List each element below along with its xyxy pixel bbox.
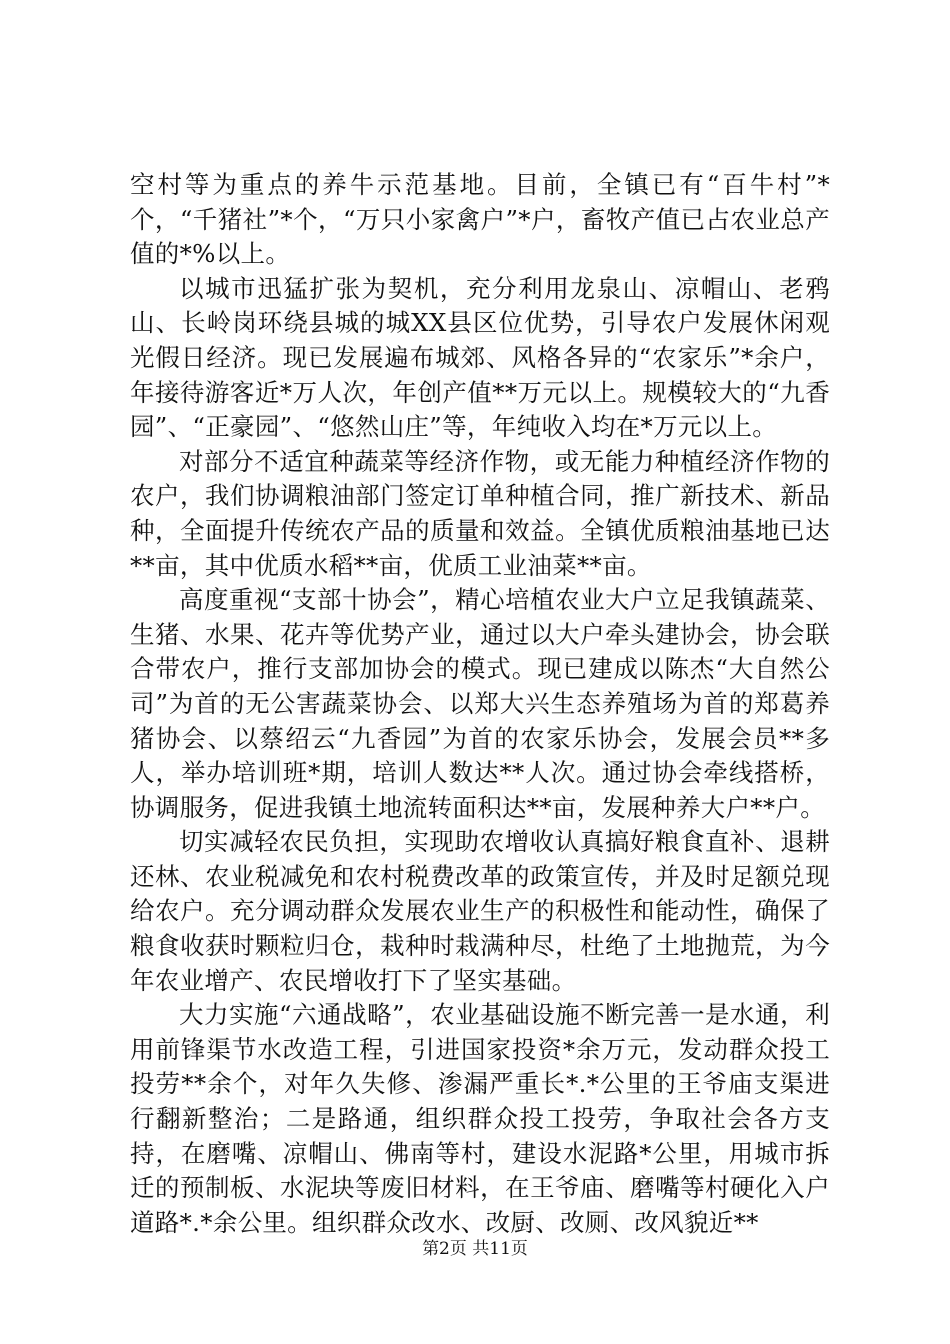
paragraph-branch-association: 高度重视“支部十协会”，精心培植农业大户立足我镇蔬菜、生猪、水果、花卉等优势产业，通过以大户牵头建协会，协会联合带农户，推行支部加协会的模式。现已建成以陈杰“大自然公司”为首的无公害蔬菜协会、以郑大兴生态养殖场为首的郑葛养猪协会、以蔡绍云“九香园”为首的农家乐协会，发展会员**多人，举办培训班*期，培训人数达**人次。通过协会牵线搭桥，协调服务，促进我镇土地流转面积达**亩，发展种养大户**户。 [130,585,831,822]
paragraph-continuation: 空村等为重点的养牛示范基地。目前，全镇已有“百牛村”*个，“千猪社”*个，“万只小家禽户”*户，畜牧产值已占农业总产值的*%以上。 [130,170,830,269]
paragraph-reduce-burden: 切实减轻农民负担，实现助农增收认真搞好粮食直补、退耕还林、农业税减免和农村税费改革的政策宣传，并及时足额兑现给农户。充分调动群众发展农业生产的积极性和能动性，确保了粮食收获时颗粒归仓，栽种时栽满种尽，杜绝了土地抛荒，为今年农业增产、农民增收打下了坚实基础。 [130,827,830,995]
paragraph-leisure-tourism: 以城市迅猛扩张为契机，充分利用龙泉山、凉帽山、老鸦山、长岭岗环绕县城的城XX县区位优势，引导农户发展休闲观光假日经济。现已发展遍布城郊、风格各异的“农家乐”*余户，年接待游客近*万人次，年创产值**万元以上。规模较大的“九香园”、“正豪园”、“悠然山庄”等，年纯收入均在*万元以上。 [130,273,830,442]
page-number-footer: 第2页 共11页 [422,1239,528,1259]
paragraph-grain-oil: 对部分不适宜种蔬菜等经济作物，或无能力种植经济作物的农户，我们协调粮油部门签定订单种植合同，推广新技术、新品种，全面提升传统农产品的质量和效益。全镇优质粮油基地已达**亩，其中优质水稻**亩，优质工业油菜**亩。 [130,446,830,580]
document-body [130,168,830,1240]
paragraph-six-links-strategy: 大力实施“六通战略”，农业基础设施不断完善一是水通，利用前锋渠节水改造工程，引进国家投资*余万元，发动群众投工投劳**余个，对年久失修、渗漏严重长*.*公里的王爷庙支渠进行翻新整治；二是路通，组织群众投工投劳，争取社会各方支持，在磨嘴、凉帽山、佛南等村，建设水泥路*公里，用城市拆迁的预制板、水泥块等废旧材料，在王爷庙、磨嘴等村硬化入户道路*.*余公里。组织群众改水、改厨、改厕、改风貌近** [130,1000,830,1237]
